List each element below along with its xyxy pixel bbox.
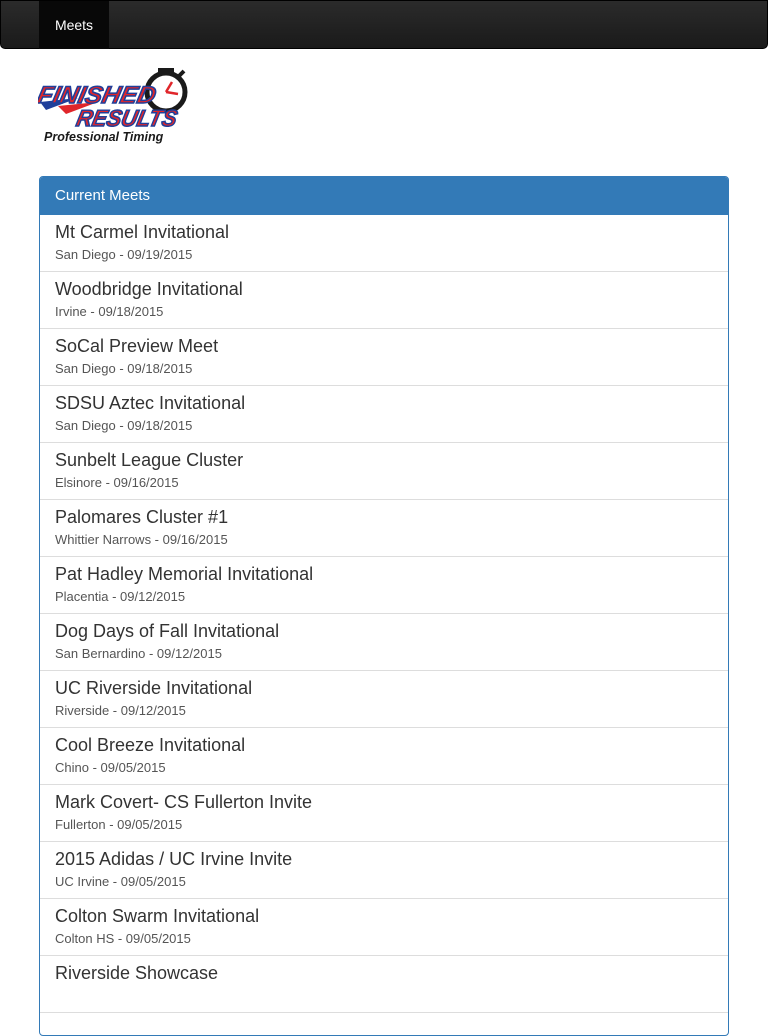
meet-name: Riverside Showcase bbox=[55, 963, 219, 983]
meet-item[interactable] bbox=[40, 215, 728, 272]
nav-meets-link[interactable]: Meets bbox=[39, 1, 109, 49]
meet-item[interactable] bbox=[40, 272, 728, 329]
logo-caption: Professional Timing bbox=[44, 130, 164, 144]
meet-location-date: Irvine - 09/18/2015 bbox=[55, 304, 164, 319]
meet-item[interactable] bbox=[40, 899, 728, 956]
meet-location-date: Chino - 09/05/2015 bbox=[55, 760, 166, 775]
meet-item[interactable] bbox=[40, 842, 728, 899]
meet-name: Colton Swarm Invitational bbox=[55, 906, 260, 926]
meet-name: Mt Carmel Invitational bbox=[55, 222, 230, 242]
meet-location-date: Elsinore - 09/16/2015 bbox=[55, 475, 179, 490]
top-navbar bbox=[0, 0, 768, 49]
meet-name: Palomares Cluster #1 bbox=[55, 507, 229, 527]
meet-item[interactable] bbox=[40, 956, 728, 1013]
meet-location-date: Fullerton - 09/05/2015 bbox=[55, 817, 183, 832]
meet-item[interactable] bbox=[40, 443, 728, 500]
meet-name: Pat Hadley Memorial Invitational bbox=[55, 564, 314, 584]
meet-item[interactable] bbox=[40, 785, 728, 842]
meet-name: Dog Days of Fall Invitational bbox=[55, 621, 280, 641]
meet-item[interactable] bbox=[40, 500, 728, 557]
meet-item[interactable] bbox=[40, 386, 728, 443]
logo-text-results: RESULTS bbox=[74, 105, 186, 130]
logo-text-finished: FINISHED bbox=[38, 82, 153, 109]
meet-location-date: Colton HS - 09/05/2015 bbox=[55, 931, 191, 946]
meet-name: Woodbridge Invitational bbox=[55, 279, 243, 299]
meet-name: SoCal Preview Meet bbox=[55, 336, 219, 356]
meet-name: UC Riverside Invitational bbox=[55, 678, 253, 698]
meet-item[interactable] bbox=[40, 557, 728, 614]
meet-item[interactable] bbox=[40, 614, 728, 671]
meet-location-date: San Diego - 09/18/2015 bbox=[55, 418, 193, 433]
meet-location-date: Whittier Narrows - 09/16/2015 bbox=[55, 532, 228, 547]
meet-location-date: Placentia - 09/12/2015 bbox=[55, 589, 186, 604]
meet-item[interactable] bbox=[40, 671, 728, 728]
meet-name: SDSU Aztec Invitational bbox=[55, 393, 246, 413]
finished-results-logo[interactable] bbox=[38, 66, 193, 150]
meet-list bbox=[40, 215, 728, 1013]
meet-item[interactable] bbox=[40, 728, 728, 785]
meet-location-date: Riverside - 09/12/2015 bbox=[55, 703, 186, 718]
meet-location-date: San Diego - 09/19/2015 bbox=[55, 247, 193, 262]
meet-name: Sunbelt League Cluster bbox=[55, 450, 244, 470]
meet-name: Mark Covert- CS Fullerton Invite bbox=[55, 792, 313, 812]
meet-name: Cool Breeze Invitational bbox=[55, 735, 246, 755]
meet-item[interactable] bbox=[40, 329, 728, 386]
meet-location-date: San Bernardino - 09/12/2015 bbox=[55, 646, 222, 661]
panel-title: Current Meets bbox=[40, 177, 728, 215]
meet-name: 2015 Adidas / UC Irvine Invite bbox=[55, 849, 293, 869]
stopwatch-logo-graphic bbox=[38, 66, 193, 130]
current-meets-panel bbox=[39, 176, 729, 1036]
meet-location-date: UC Irvine - 09/05/2015 bbox=[55, 874, 186, 889]
meet-location-date: San Diego - 09/18/2015 bbox=[55, 361, 193, 376]
